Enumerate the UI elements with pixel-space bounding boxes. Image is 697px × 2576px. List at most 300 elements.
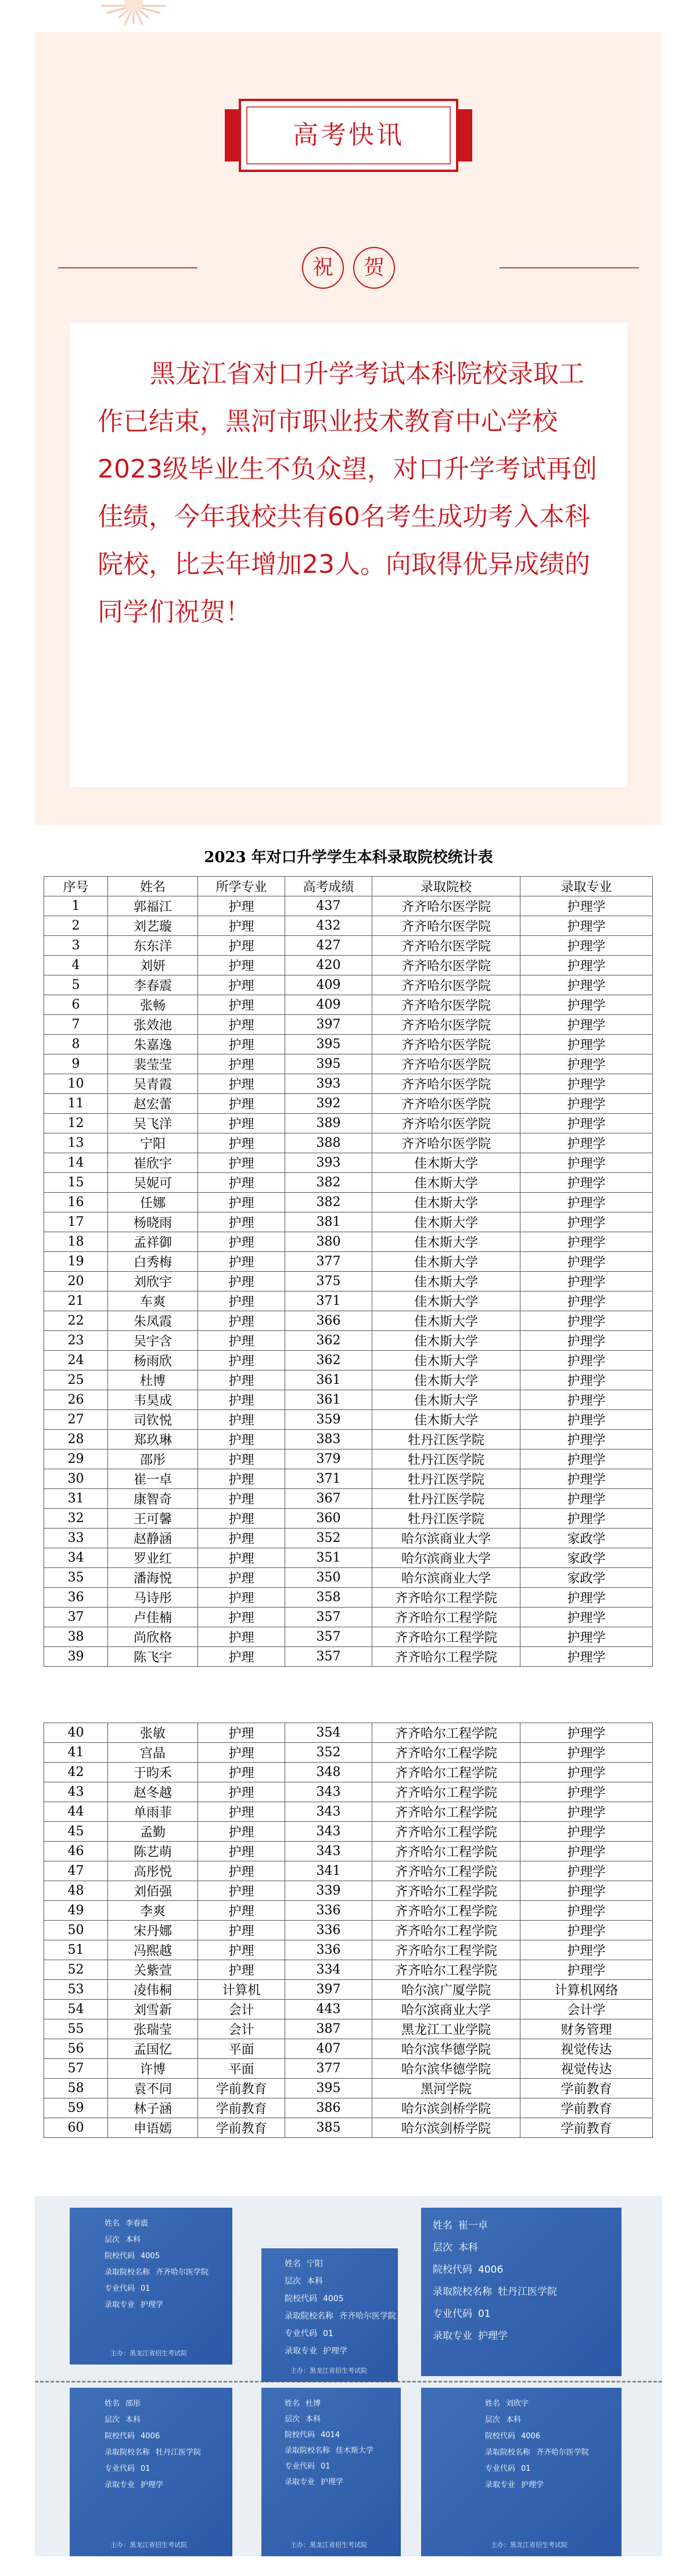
cell-college: 牡丹江医学院 bbox=[372, 1469, 520, 1489]
certificate-field-value: 护理学 bbox=[141, 2301, 164, 2309]
cell-major: 护理 bbox=[198, 1588, 285, 1608]
cell-index: 26 bbox=[44, 1390, 108, 1410]
col-header-major: 所学专业 bbox=[198, 877, 285, 896]
cell-score: 360 bbox=[285, 1509, 372, 1529]
cell-index: 30 bbox=[44, 1469, 108, 1489]
certificate-field-label: 姓名 bbox=[105, 2399, 120, 2408]
table-row bbox=[44, 1212, 653, 1232]
cell-major: 护理 bbox=[198, 1921, 285, 1940]
cell-admit-major: 护理学 bbox=[520, 995, 653, 1015]
cell-name: 张畅 bbox=[108, 995, 198, 1015]
cell-college: 哈尔滨华德学院 bbox=[372, 2059, 520, 2079]
certificate-field-label: 专业代码 bbox=[285, 2462, 315, 2471]
cell-major: 护理 bbox=[198, 1351, 285, 1370]
congrats-char-1: 祝 bbox=[302, 247, 344, 289]
cell-major: 护理 bbox=[198, 1469, 285, 1489]
cell-college: 黑河学院 bbox=[372, 2079, 520, 2098]
cell-score: 362 bbox=[285, 1351, 372, 1370]
cell-index: 18 bbox=[44, 1232, 108, 1252]
cell-admit-major: 护理学 bbox=[520, 1370, 653, 1390]
table-row bbox=[44, 1430, 653, 1450]
certificate-field-label: 姓名 bbox=[433, 2220, 452, 2231]
table-row bbox=[44, 995, 653, 1015]
cell-score: 354 bbox=[285, 1723, 372, 1743]
cell-major: 护理 bbox=[198, 1723, 285, 1743]
cell-admit-major: 护理学 bbox=[520, 1960, 653, 1980]
cell-index: 32 bbox=[44, 1509, 108, 1529]
table-row bbox=[44, 1861, 653, 1881]
certificate-field bbox=[285, 2460, 330, 2471]
certificate-footer: 主办：黑龙江省招生考试院 bbox=[110, 2349, 187, 2357]
certificate-field-value: 李春震 bbox=[125, 2219, 149, 2228]
table-row bbox=[44, 1588, 653, 1608]
cell-score: 352 bbox=[285, 1529, 372, 1548]
cell-admit-major: 护理学 bbox=[520, 1588, 653, 1608]
cell-major: 护理 bbox=[198, 1450, 285, 1469]
cell-major: 护理 bbox=[198, 916, 285, 936]
cell-admit-major: 护理学 bbox=[520, 1509, 653, 1529]
certificate-field-label: 层次 bbox=[105, 2416, 120, 2424]
table-row bbox=[44, 2098, 653, 2118]
cell-score: 427 bbox=[285, 936, 372, 956]
certificate-field-label: 录取院校名称 bbox=[105, 2268, 150, 2277]
certificate-card bbox=[261, 2388, 401, 2556]
cell-admit-major: 护理学 bbox=[520, 1743, 653, 1763]
cell-index: 19 bbox=[44, 1252, 108, 1272]
cell-admit-major: 护理学 bbox=[520, 1133, 653, 1153]
certificate-card bbox=[421, 2208, 621, 2376]
cell-name: 东东洋 bbox=[108, 936, 198, 956]
cell-name: 宫晶 bbox=[108, 1743, 198, 1763]
cell-college: 齐齐哈尔医学院 bbox=[372, 1114, 520, 1133]
cell-name: 林子涵 bbox=[108, 2098, 198, 2118]
cell-score: 366 bbox=[285, 1311, 372, 1331]
cell-name: 陈艺萌 bbox=[108, 1842, 198, 1861]
cell-college: 哈尔滨剑桥学院 bbox=[372, 2098, 520, 2118]
cell-college: 哈尔滨商业大学 bbox=[372, 1568, 520, 1588]
certificate-field-value: 本科 bbox=[306, 2415, 321, 2424]
cell-college: 哈尔滨商业大学 bbox=[372, 1529, 520, 1548]
cell-college: 牡丹江医学院 bbox=[372, 1430, 520, 1450]
cell-major: 计算机 bbox=[198, 1980, 285, 2000]
table-row bbox=[44, 1370, 653, 1390]
cell-college: 齐齐哈尔工程学院 bbox=[372, 1822, 520, 1842]
table-row bbox=[44, 956, 653, 975]
cell-admit-major: 护理学 bbox=[520, 1054, 653, 1074]
cell-index: 60 bbox=[44, 2118, 108, 2138]
cell-index: 56 bbox=[44, 2039, 108, 2059]
cell-admit-major: 护理学 bbox=[520, 1035, 653, 1054]
cell-admit-major: 护理学 bbox=[520, 1608, 653, 1627]
cell-college: 齐齐哈尔医学院 bbox=[372, 916, 520, 936]
cell-score: 343 bbox=[285, 1822, 372, 1842]
cell-name: 潘海悦 bbox=[108, 1568, 198, 1588]
cell-index: 3 bbox=[44, 936, 108, 956]
cell-major: 护理 bbox=[198, 1430, 285, 1450]
table-row bbox=[44, 1331, 653, 1351]
cell-index: 15 bbox=[44, 1173, 108, 1193]
cell-college: 齐齐哈尔工程学院 bbox=[372, 1588, 520, 1608]
cell-college: 黑龙江工业学院 bbox=[372, 2019, 520, 2039]
admission-table-part1 bbox=[44, 876, 653, 1667]
cell-college: 齐齐哈尔医学院 bbox=[372, 1035, 520, 1054]
cell-name: 韦昊成 bbox=[108, 1390, 198, 1410]
cell-name: 吴飞洋 bbox=[108, 1114, 198, 1133]
cell-major: 护理 bbox=[198, 956, 285, 975]
cell-index: 42 bbox=[44, 1763, 108, 1782]
cell-college: 齐齐哈尔工程学院 bbox=[372, 1842, 520, 1861]
cell-admit-major: 护理学 bbox=[520, 1842, 653, 1861]
certificate-field-value: 4006 bbox=[478, 2264, 504, 2276]
cell-score: 361 bbox=[285, 1370, 372, 1390]
table-row bbox=[44, 1489, 653, 1509]
certificate-field bbox=[285, 2413, 321, 2424]
table-row bbox=[44, 1529, 653, 1548]
cell-major: 护理 bbox=[198, 1861, 285, 1881]
cell-score: 437 bbox=[285, 896, 372, 916]
certificate-field bbox=[285, 2475, 343, 2487]
cell-college: 佳木斯大学 bbox=[372, 1173, 520, 1193]
certificate-field-value: 本科 bbox=[458, 2242, 478, 2254]
certificate-field bbox=[105, 2266, 209, 2277]
cell-major: 护理 bbox=[198, 1114, 285, 1133]
cell-admit-major: 护理学 bbox=[520, 1291, 653, 1311]
certificate-field-value: 宁阳 bbox=[307, 2259, 323, 2269]
cell-index: 40 bbox=[44, 1723, 108, 1743]
cell-score: 409 bbox=[285, 975, 372, 995]
certificate-field bbox=[485, 2478, 544, 2489]
table-row bbox=[44, 1094, 653, 1114]
cell-score: 361 bbox=[285, 1390, 372, 1410]
cell-college: 齐齐哈尔工程学院 bbox=[372, 1881, 520, 1901]
table-row bbox=[44, 1940, 653, 1960]
cell-college: 齐齐哈尔工程学院 bbox=[372, 1608, 520, 1627]
cell-name: 郑玖琳 bbox=[108, 1430, 198, 1450]
cell-admit-major: 护理学 bbox=[520, 936, 653, 956]
cell-major: 学前教育 bbox=[198, 2079, 285, 2098]
cell-college: 佳木斯大学 bbox=[372, 1153, 520, 1173]
cell-name: 朱嘉逸 bbox=[108, 1035, 198, 1054]
cell-name: 李春震 bbox=[108, 975, 198, 995]
cell-admit-major: 护理学 bbox=[520, 956, 653, 975]
cell-admit-major: 学前教育 bbox=[520, 2118, 653, 2138]
table-row bbox=[44, 1921, 653, 1940]
cell-index: 22 bbox=[44, 1311, 108, 1331]
cell-major: 护理 bbox=[198, 1291, 285, 1311]
cell-score: 392 bbox=[285, 1094, 372, 1114]
cell-college: 齐齐哈尔工程学院 bbox=[372, 1782, 520, 1802]
cell-index: 39 bbox=[44, 1647, 108, 1667]
cell-index: 34 bbox=[44, 1548, 108, 1568]
cell-score: 371 bbox=[285, 1469, 372, 1489]
cell-index: 14 bbox=[44, 1153, 108, 1173]
cell-admit-major: 护理学 bbox=[520, 1410, 653, 1430]
cell-major: 护理 bbox=[198, 1173, 285, 1193]
table-row bbox=[44, 1153, 653, 1173]
cell-admit-major: 护理学 bbox=[520, 1647, 653, 1667]
cell-major: 护理 bbox=[198, 1370, 285, 1390]
cell-name: 吴妮可 bbox=[108, 1173, 198, 1193]
table-row bbox=[44, 1548, 653, 1568]
table-row bbox=[44, 1450, 653, 1469]
cell-score: 350 bbox=[285, 1568, 372, 1588]
cell-major: 平面 bbox=[198, 2039, 285, 2059]
cell-index: 33 bbox=[44, 1529, 108, 1548]
cell-index: 25 bbox=[44, 1370, 108, 1390]
cell-college: 齐齐哈尔工程学院 bbox=[372, 1627, 520, 1647]
cell-index: 13 bbox=[44, 1133, 108, 1153]
cell-admit-major: 护理学 bbox=[520, 1782, 653, 1802]
cell-major: 护理 bbox=[198, 936, 285, 956]
cell-name: 袁不同 bbox=[108, 2079, 198, 2098]
certificate-field-value: 本科 bbox=[506, 2416, 522, 2424]
cell-admit-major: 护理学 bbox=[520, 1763, 653, 1782]
certificate-field bbox=[105, 2478, 163, 2489]
cell-major: 护理 bbox=[198, 1035, 285, 1054]
cell-index: 11 bbox=[44, 1094, 108, 1114]
cell-admit-major: 学前教育 bbox=[520, 2079, 653, 2098]
cell-admit-major: 护理学 bbox=[520, 1272, 653, 1291]
cell-college: 佳木斯大学 bbox=[372, 1272, 520, 1291]
certificate-card bbox=[421, 2388, 621, 2556]
table-row bbox=[44, 1960, 653, 1980]
cell-major: 护理 bbox=[198, 1960, 285, 1980]
cell-score: 362 bbox=[285, 1331, 372, 1351]
certificate-field-label: 层次 bbox=[433, 2242, 452, 2254]
cell-index: 41 bbox=[44, 1743, 108, 1763]
cell-score: 334 bbox=[285, 1960, 372, 1980]
certificate-field bbox=[105, 2217, 148, 2228]
col-header-score: 高考成绩 bbox=[285, 877, 372, 896]
certificate-field bbox=[285, 2345, 347, 2356]
certificate-field bbox=[105, 2249, 160, 2261]
cell-major: 护理 bbox=[198, 1529, 285, 1548]
certificate-field bbox=[285, 2327, 333, 2339]
certificate-field-label: 层次 bbox=[285, 2277, 301, 2286]
cell-admit-major: 护理学 bbox=[520, 1331, 653, 1351]
cell-major: 护理 bbox=[198, 1548, 285, 1568]
message-box bbox=[70, 322, 627, 787]
cell-name: 卢佳楠 bbox=[108, 1608, 198, 1627]
cell-college: 齐齐哈尔医学院 bbox=[372, 1054, 520, 1074]
table-row bbox=[44, 1802, 653, 1822]
table-row bbox=[44, 975, 653, 995]
certificate-field-label: 录取专业 bbox=[285, 2478, 315, 2487]
cell-index: 10 bbox=[44, 1074, 108, 1094]
cell-name: 邵彤 bbox=[108, 1450, 198, 1469]
table-row bbox=[44, 2079, 653, 2098]
table-row bbox=[44, 936, 653, 956]
cell-index: 52 bbox=[44, 1960, 108, 1980]
certificate-field-label: 录取院校名称 bbox=[285, 2312, 333, 2321]
table-header-row bbox=[44, 877, 653, 896]
cell-admit-major: 护理学 bbox=[520, 1822, 653, 1842]
certificate-field bbox=[105, 2397, 141, 2408]
cell-index: 24 bbox=[44, 1351, 108, 1370]
cell-admit-major: 护理学 bbox=[520, 1450, 653, 1469]
certificate-field-label: 专业代码 bbox=[105, 2284, 135, 2293]
cell-major: 会计 bbox=[198, 2000, 285, 2019]
certificate-field-value: 牡丹江医学院 bbox=[156, 2448, 202, 2457]
cell-index: 58 bbox=[44, 2079, 108, 2098]
certificate-field-value: 护理学 bbox=[478, 2330, 508, 2342]
banner-title: 高考快讯 bbox=[293, 120, 404, 150]
cell-admit-major: 护理学 bbox=[520, 1802, 653, 1822]
cell-admit-major: 护理学 bbox=[520, 1901, 653, 1921]
cell-admit-major: 护理学 bbox=[520, 1252, 653, 1272]
cell-major: 护理 bbox=[198, 1568, 285, 1588]
certificate-field bbox=[285, 2310, 396, 2322]
cell-college: 佳木斯大学 bbox=[372, 1351, 520, 1370]
certificate-field-label: 姓名 bbox=[285, 2259, 301, 2269]
certificate-field-value: 4006 bbox=[141, 2432, 160, 2441]
admission-table-part2 bbox=[44, 1723, 653, 2138]
cell-major: 护理 bbox=[198, 1232, 285, 1252]
cell-score: 377 bbox=[285, 2059, 372, 2079]
cell-score: 336 bbox=[285, 1940, 372, 1960]
cell-admit-major: 护理学 bbox=[520, 1173, 653, 1193]
cell-major: 护理 bbox=[198, 995, 285, 1015]
cell-index: 27 bbox=[44, 1410, 108, 1430]
table-row bbox=[44, 1410, 653, 1430]
certificate-field-value: 齐齐哈尔医学院 bbox=[536, 2448, 590, 2457]
cell-score: 343 bbox=[285, 1842, 372, 1861]
cell-score: 379 bbox=[285, 1450, 372, 1469]
certificate-field-label: 姓名 bbox=[285, 2399, 300, 2408]
cell-name: 司钦悦 bbox=[108, 1410, 198, 1430]
certificate-footer: 主办：黑龙江省招生考试院 bbox=[491, 2541, 567, 2549]
table-row bbox=[44, 1980, 653, 2000]
col-header-name: 姓名 bbox=[108, 877, 198, 896]
certificate-field-label: 专业代码 bbox=[105, 2464, 135, 2473]
certificate-field bbox=[105, 2462, 150, 2473]
certificate-field bbox=[105, 2446, 201, 2457]
cell-college: 齐齐哈尔工程学院 bbox=[372, 1921, 520, 1940]
cell-index: 1 bbox=[44, 896, 108, 916]
table-row bbox=[44, 1647, 653, 1667]
table-row bbox=[44, 1509, 653, 1529]
certificate-field bbox=[105, 2282, 150, 2293]
table-row bbox=[44, 1351, 653, 1370]
certificate-field-label: 录取专业 bbox=[105, 2301, 135, 2309]
cell-index: 51 bbox=[44, 1940, 108, 1960]
cell-score: 395 bbox=[285, 1035, 372, 1054]
cell-score: 375 bbox=[285, 1272, 372, 1291]
cell-name: 任娜 bbox=[108, 1193, 198, 1212]
certificate-field-value: 佳木斯大学 bbox=[336, 2446, 374, 2455]
cell-name: 宁阳 bbox=[108, 1133, 198, 1153]
cell-major: 护理 bbox=[198, 1015, 285, 1035]
cell-name: 凌伟桐 bbox=[108, 1980, 198, 2000]
cell-index: 29 bbox=[44, 1450, 108, 1469]
cell-admit-major: 学前教育 bbox=[520, 2098, 653, 2118]
cell-index: 16 bbox=[44, 1193, 108, 1212]
cell-name: 孟国忆 bbox=[108, 2039, 198, 2059]
cell-index: 35 bbox=[44, 1568, 108, 1588]
certificate-footer: 主办：黑龙江省招生考试院 bbox=[290, 2541, 367, 2549]
cell-college: 齐齐哈尔医学院 bbox=[372, 975, 520, 995]
cell-index: 48 bbox=[44, 1881, 108, 1901]
cell-college: 牡丹江医学院 bbox=[372, 1489, 520, 1509]
certificate-field-label: 录取院校名称 bbox=[485, 2448, 531, 2457]
certificate-field bbox=[433, 2217, 488, 2231]
cell-name: 赵宏蕾 bbox=[108, 1094, 198, 1114]
cell-major: 护理 bbox=[198, 1822, 285, 1842]
table-row bbox=[44, 1469, 653, 1489]
certificate-field-label: 院校代码 bbox=[105, 2252, 135, 2261]
cell-score: 351 bbox=[285, 1548, 372, 1568]
certificate-field bbox=[285, 2428, 340, 2439]
certificate-field-value: 本科 bbox=[125, 2416, 141, 2424]
cell-major: 护理 bbox=[198, 1133, 285, 1153]
table-row bbox=[44, 1311, 653, 1331]
cell-score: 343 bbox=[285, 1802, 372, 1822]
cell-admit-major: 财务管理 bbox=[520, 2019, 653, 2039]
cell-admit-major: 护理学 bbox=[520, 1430, 653, 1450]
certificate-field-value: 本科 bbox=[307, 2277, 323, 2286]
certificate-field-value: 齐齐哈尔医学院 bbox=[339, 2312, 396, 2321]
cell-major: 护理 bbox=[198, 1212, 285, 1232]
cell-name: 高彤悦 bbox=[108, 1861, 198, 1881]
certificate-field bbox=[285, 2444, 373, 2455]
certificate-field bbox=[485, 2397, 529, 2408]
admission-certificates bbox=[35, 2196, 662, 2556]
cell-score: 409 bbox=[285, 995, 372, 1015]
cell-name: 孟祥御 bbox=[108, 1232, 198, 1252]
cell-index: 9 bbox=[44, 1054, 108, 1074]
certificate-field-value: 01 bbox=[521, 2464, 531, 2473]
cell-college: 佳木斯大学 bbox=[372, 1370, 520, 1390]
certificate-field-label: 专业代码 bbox=[433, 2308, 472, 2320]
cell-college: 齐齐哈尔工程学院 bbox=[372, 1861, 520, 1881]
cell-name: 王可馨 bbox=[108, 1509, 198, 1529]
certificate-field-label: 录取院校名称 bbox=[285, 2446, 330, 2455]
certificate-card bbox=[261, 2248, 398, 2382]
cell-name: 裴莹莹 bbox=[108, 1054, 198, 1074]
cell-index: 44 bbox=[44, 1802, 108, 1822]
cell-major: 护理 bbox=[198, 1331, 285, 1351]
table-row bbox=[44, 1627, 653, 1647]
certificate-field bbox=[485, 2413, 521, 2424]
certificate-field-label: 院校代码 bbox=[285, 2294, 317, 2304]
cell-index: 20 bbox=[44, 1272, 108, 1291]
cell-major: 护理 bbox=[198, 1410, 285, 1430]
table-row bbox=[44, 1015, 653, 1035]
cell-major: 护理 bbox=[198, 1627, 285, 1647]
certificate-field-value: 护理学 bbox=[321, 2478, 344, 2487]
congrats-message: 黑龙江省对口升学考试本科院校录取工作已结束，黑河市职业技术教育中心学校2023级毕业生不负众望，对口升学考试再创佳绩，今年我校共有60名考生成功考入本科院校，比去年增加23人。向取得优异成绩的同学们祝贺！ bbox=[98, 359, 597, 627]
certificate-field-value: 刘欣宇 bbox=[506, 2399, 529, 2408]
cell-college: 齐齐哈尔医学院 bbox=[372, 1133, 520, 1153]
certificate-field bbox=[485, 2430, 540, 2441]
certificate-footer: 主办：黑龙江省招生考试院 bbox=[290, 2367, 367, 2374]
cell-major: 护理 bbox=[198, 1881, 285, 1901]
cell-name: 宋丹娜 bbox=[108, 1921, 198, 1940]
cell-admit-major: 家政学 bbox=[520, 1568, 653, 1588]
certificate-field bbox=[105, 2413, 141, 2424]
cell-name: 张瑞莹 bbox=[108, 2019, 198, 2039]
cell-name: 白秀梅 bbox=[108, 1252, 198, 1272]
cell-admit-major: 护理学 bbox=[520, 1390, 653, 1410]
certificate-field-value: 崔一卓 bbox=[458, 2220, 488, 2231]
certificate-field-value: 护理学 bbox=[141, 2481, 164, 2489]
cell-index: 2 bbox=[44, 916, 108, 936]
cell-index: 50 bbox=[44, 1921, 108, 1940]
cell-admit-major: 护理学 bbox=[520, 1723, 653, 1743]
cell-major: 护理 bbox=[198, 1390, 285, 1410]
certificate-field-label: 层次 bbox=[285, 2415, 300, 2424]
cell-name: 杨晓雨 bbox=[108, 1212, 198, 1232]
